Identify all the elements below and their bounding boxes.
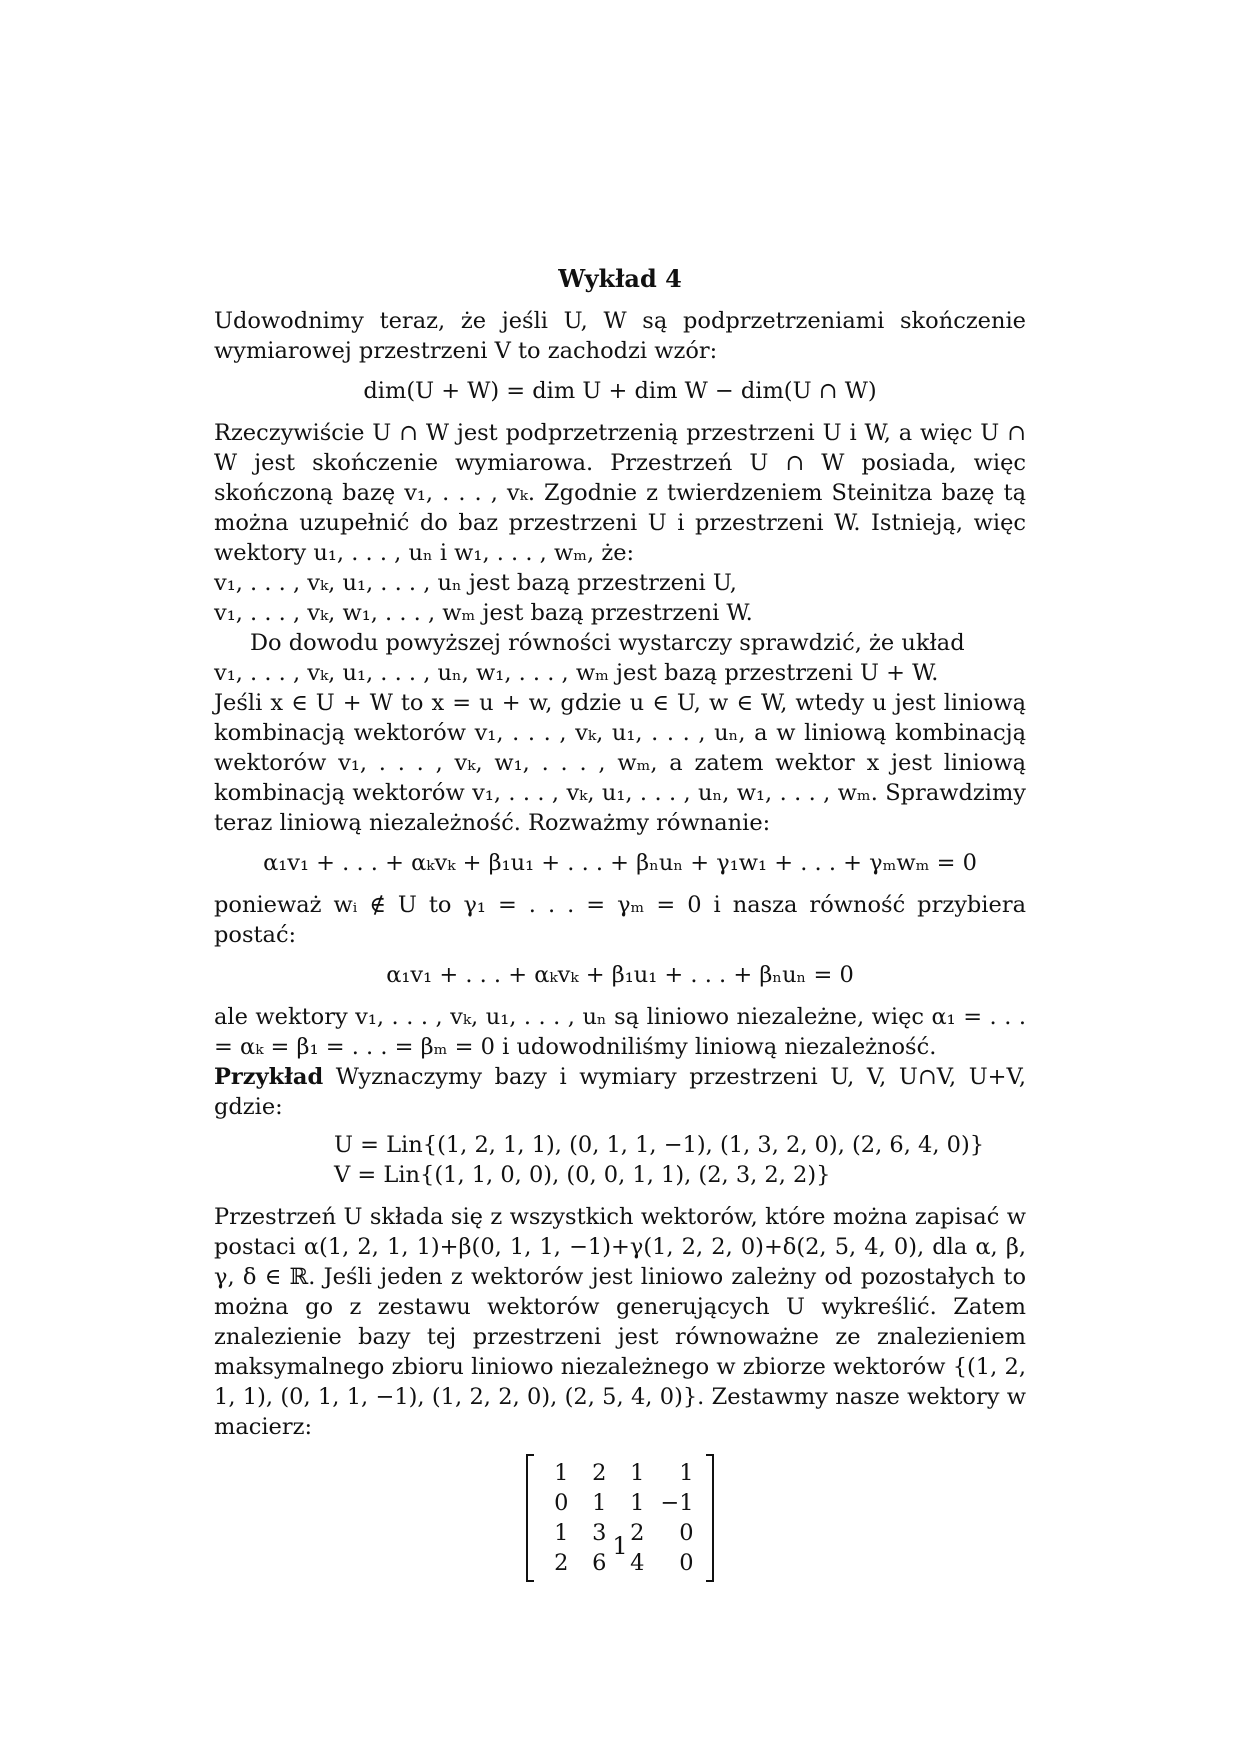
matrix-row: [538, 1458, 701, 1488]
matrix-cell: 2: [630, 1520, 645, 1546]
page-title: Wykład 4: [558, 264, 682, 293]
example-label: Przykład: [214, 1064, 324, 1090]
matrix-cell: 0: [554, 1490, 569, 1516]
content: [214, 264, 1026, 1594]
matrix-row: [538, 1488, 701, 1518]
equation-linear-combination: α₁v₁ + . . . + αₖvₖ + β₁u₁ + . . . + βₙuₙ + γ₁w₁ + . . . + γₘwₘ = 0: [263, 850, 977, 876]
matrix: [526, 1454, 713, 1582]
example-text: Wyznaczymy bazy i wymiary przestrzeni U, V, U∩V, U+V, gdzie:: [214, 1064, 1026, 1120]
matrix-cell: 1: [630, 1460, 645, 1486]
matrix-cell: 1: [679, 1460, 694, 1486]
matrix-cell: 1: [554, 1520, 569, 1546]
page-number: 1: [612, 1532, 628, 1560]
paragraph-proof-goal: Do dowodu powyższej równości wystarczy sprawdzić, że układ: [250, 630, 965, 656]
basis-line-w: v₁, . . . , vₖ, w₁, . . . , wₘ jest bazą przestrzeni W.: [214, 600, 753, 626]
equation-reduced: α₁v₁ + . . . + αₖvₖ + β₁u₁ + . . . + βₙuₙ = 0: [386, 962, 854, 988]
matrix-container: [214, 1454, 1026, 1582]
matrix-cell: 3: [592, 1520, 607, 1546]
paragraph-example-explanation: Przestrzeń U składa się z wszystkich wektorów, które można zapisać w postaci α(1, 2, 1, 1)+β(0, 1, 1, −1)+γ(1, 2, 2, 0)+δ(2, 5, 4, 0), dla α, β, γ, δ ∈ ℝ. Jeśli jeden z wektorów jest liniowo zależny od pozostałych to można go z zestawu wektorów generujących U wykreślić. Zatem znalezienie bazy tej przestrzeni jest równoważne ze znalezieniem maksymalnego zbioru liniowo niezależnego w zbiorze wektorów {(1, 2, 1, 1), (0, 1, 1, −1), (1, 2, 2, 0), (2, 5, 4, 0)}. Zestawmy nasze wektory w macierz:: [214, 1204, 1026, 1440]
subspace-u: U = Lin{(1, 2, 1, 1), (0, 1, 1, −1), (1, 3, 2, 0), (2, 6, 4, 0)}: [334, 1132, 985, 1158]
paragraph-conclusion: ale wektory v₁, . . . , vₖ, u₁, . . . , uₙ są liniowo niezależne, więc α₁ = . . . = αₖ = β₁ = . . . = βₘ = 0 i udowodniliśmy liniową niezależność.: [214, 1004, 1026, 1060]
matrix-cell: 1: [630, 1490, 645, 1516]
matrix-table: [538, 1458, 701, 1578]
matrix-cell: 2: [592, 1460, 607, 1486]
matrix-cell: −1: [660, 1490, 694, 1516]
matrix-cell: 1: [554, 1460, 569, 1486]
basis-line-sum: v₁, . . . , vₖ, u₁, . . . , uₙ, w₁, . . . , wₘ jest bazą przestrzeni U + W.: [214, 660, 939, 686]
paragraph-intro: Udowodnimy teraz, że jeśli U, W są podprzetrzeniami skończenie wymiarowej przestrzeni V to zachodzi wzór:: [214, 308, 1026, 364]
subspace-definitions: [214, 1130, 1026, 1190]
matrix-cell: 0: [679, 1520, 694, 1546]
subspace-v: V = Lin{(1, 1, 0, 0), (0, 0, 1, 1), (2, 3, 2, 2)}: [334, 1162, 831, 1188]
matrix-cell: 2: [554, 1550, 569, 1576]
matrix-cell: 0: [679, 1550, 694, 1576]
matrix-cell: 6: [592, 1550, 607, 1576]
paragraph-proof: Rzeczywiście U ∩ W jest podprzetrzenią przestrzeni U i W, a więc U ∩ W jest skończenie wymiarowa. Przestrzeń U ∩ W posiada, więc skończoną bazę v₁, . . . , vₖ. Zgodnie z twierdzeniem Steinitza bazę tą można uzupełnić do baz przestrzeni U i przestrzeni W. Istnieją, więc wektory u₁, . . . , uₙ i w₁, . . . , wₘ, że:: [214, 420, 1026, 566]
paragraph-gamma-zero: ponieważ wᵢ ∉ U to γ₁ = . . . = γₘ = 0 i nasza równość przybiera postać:: [214, 892, 1026, 948]
matrix-cell: 1: [592, 1490, 607, 1516]
paragraph-spanning: Jeśli x ∈ U + W to x = u + w, gdzie u ∈ U, w ∈ W, wtedy u jest liniową kombinacją wektorów v₁, . . . , vₖ, u₁, . . . , uₙ, a w liniową kombinacją wektorów v₁, . . . , vₖ, w₁, . . . , wₘ, a zatem wektor x jest liniową kombinacją wektorów v₁, . . . , vₖ, u₁, . . . , uₙ, w₁, . . . , wₘ. Sprawdzimy teraz liniową niezależność. Rozważmy równanie:: [214, 690, 1026, 836]
paragraph-example: [214, 1062, 1026, 1122]
basis-line-u: v₁, . . . , vₖ, u₁, . . . , uₙ jest bazą przestrzeni U,: [214, 570, 737, 596]
matrix-cell: 4: [630, 1550, 645, 1576]
equation-dimension-formula: dim(U + W) = dim U + dim W − dim(U ∩ W): [363, 378, 877, 404]
